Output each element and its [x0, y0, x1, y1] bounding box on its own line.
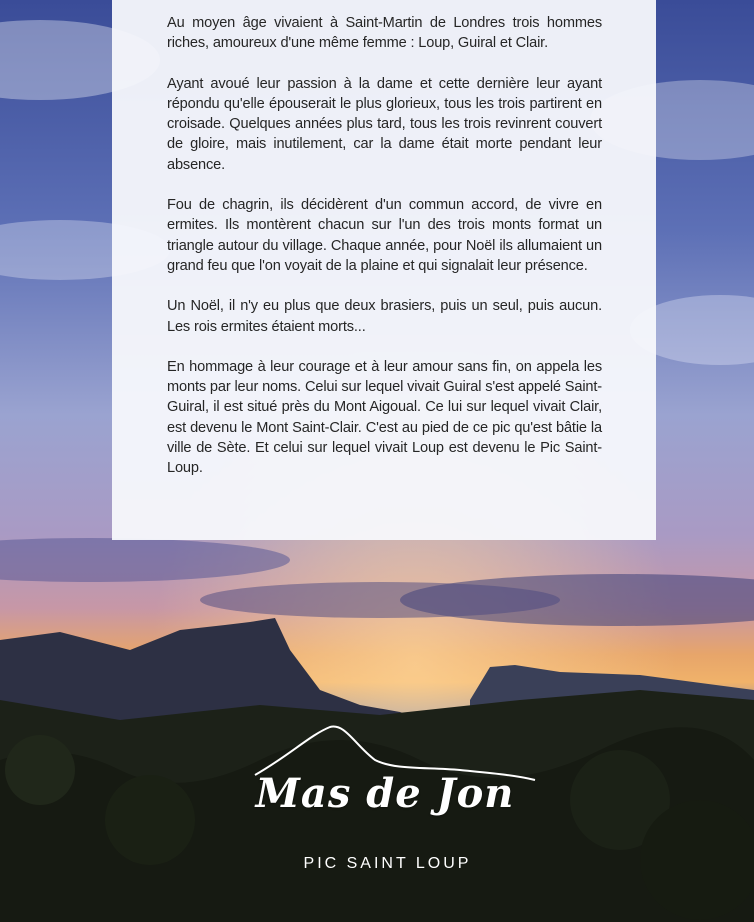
legend-text-panel [112, 0, 656, 540]
paragraph-1: Au moyen âge vivaient à Saint-Martin de Londres trois hommes riches, amoureux d'une même femme : Loup, Guiral et Clair. [167, 15, 602, 52]
paragraph-3: Fou de chagrin, ils décidèrent d'un commun accord, de vivre en ermites. Ils montèrent chacun sur l'un des trois monts format un triangle autour du village. Chaque année, pour Noël ils allumaient un grand feu que l'on voyait de la plaine et qui signalait leur présence. [167, 197, 602, 274]
brand-name: Mas de Jon [255, 770, 515, 817]
paragraph-2: Ayant avoué leur passion à la dame et cette dernière leur ayant répondu qu'elle épouserait le plus glorieux, tous les trois partirent en croisade. Quelques années plus tard, tous les trois revinrent couvert de gloire, mais inutilement, car la dame était morte pendant leur absence. [167, 75, 602, 173]
brand-tagline: PIC SAINT LOUP [303, 855, 472, 872]
paragraph-4: Un Noël, il n'y eu plus que deux brasiers, puis un seul, puis aucun. Les rois ermites étaient morts... [167, 298, 602, 335]
paragraph-5: En hommage à leur courage et à leur amour sans fin, on appela les monts par leur noms. Celui sur lequel vivait Guiral s'est appelé Saint-Guiral, il est situé près du Mont Aigoual. Ce lui sur lequel vivait Clair, est devenu le Mont Saint-Clair. C'est au pied de ce pic qu'est bâtie la ville de Sète. Et celui sur lequel vivait Loup est devenu le Pic Saint-Loup. [167, 358, 603, 477]
